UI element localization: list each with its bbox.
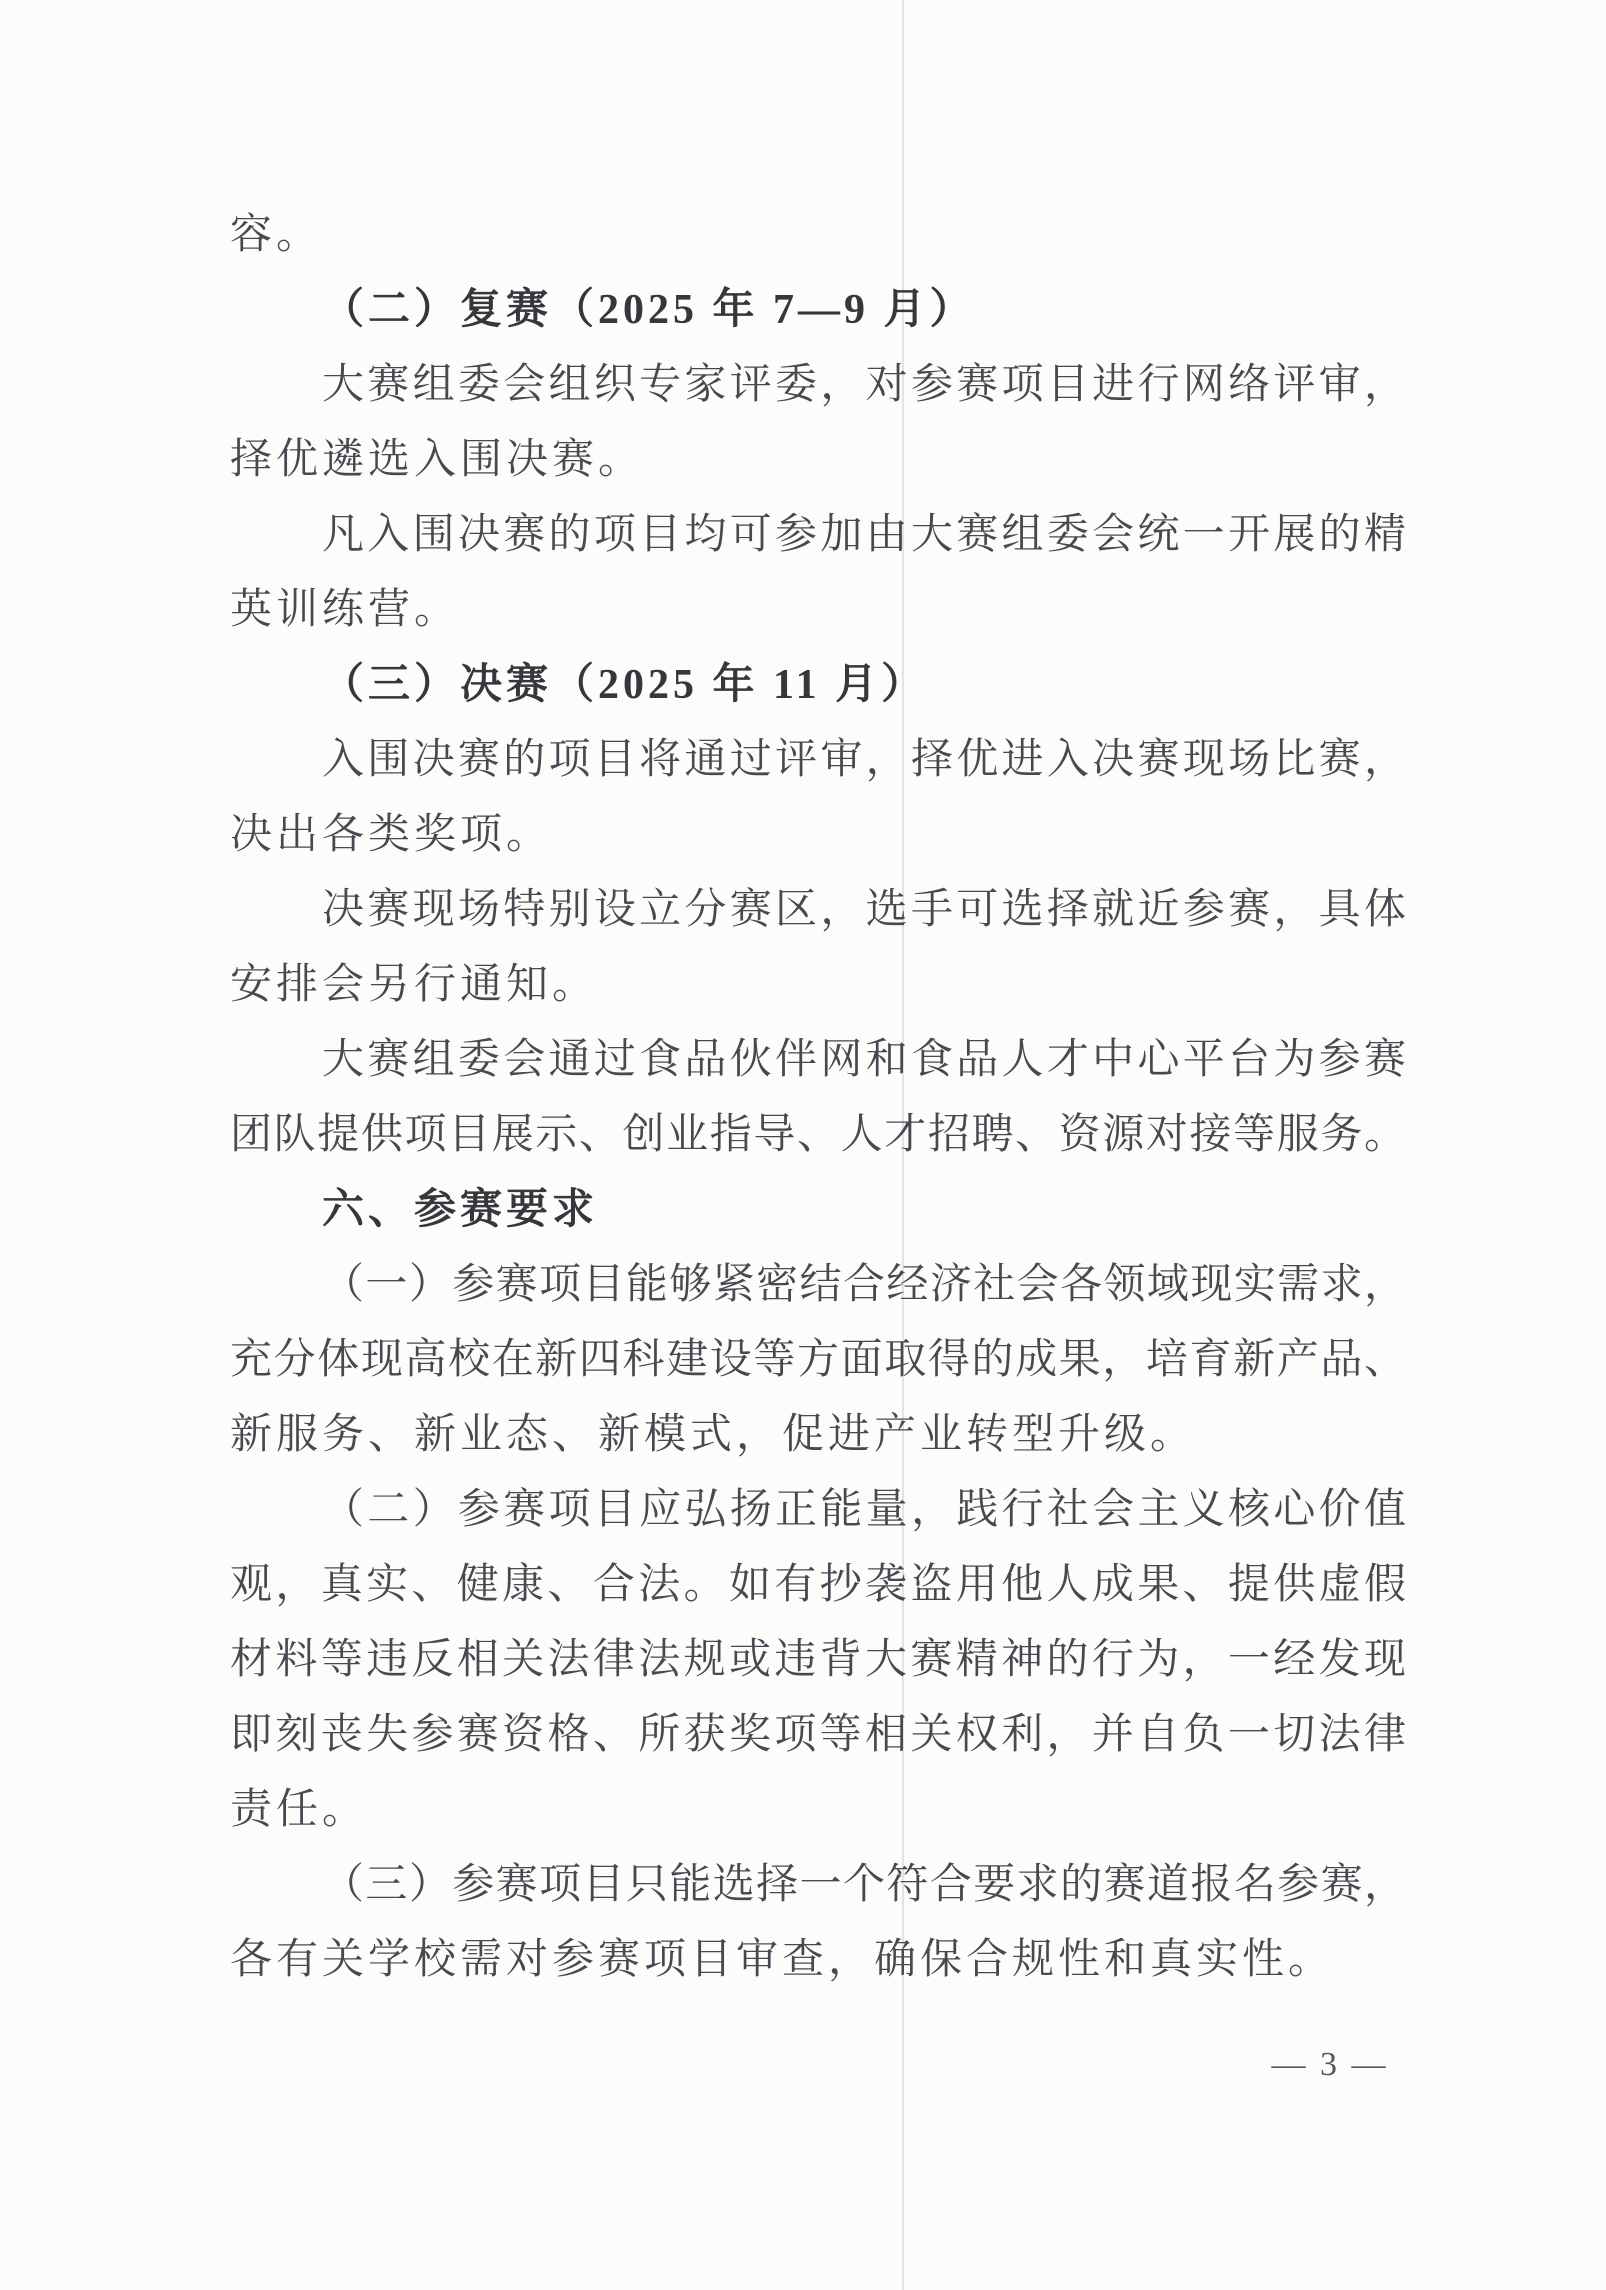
page-number: — 3 — bbox=[1271, 2046, 1389, 2083]
text-line: 决出各类奖项。 bbox=[230, 812, 553, 858]
text-line: 英训练营。 bbox=[230, 587, 461, 633]
text-line: 大赛组委会通过食品伙伴网和食品人才中心平台为参赛 bbox=[322, 1037, 1406, 1083]
text-line: （二）参赛项目应弘扬正能量，践行社会主义核心价值 bbox=[322, 1487, 1406, 1533]
text-line: 各有关学校需对参赛项目审查，确保合规性和真实性。 bbox=[230, 1937, 1335, 1983]
text-line: 大赛组委会组织专家评委，对参赛项目进行网络评审， bbox=[322, 362, 1406, 408]
section-heading: （三）决赛（2025 年 11 月） bbox=[322, 662, 928, 708]
text-line: 容。 bbox=[230, 212, 323, 258]
text-line: 材料等违反相关法律法规或违背大赛精神的行为，一经发现 bbox=[230, 1637, 1406, 1683]
text-line: 择优遴选入围决赛。 bbox=[230, 437, 645, 483]
text-line: 安排会另行通知。 bbox=[230, 962, 599, 1008]
section-heading: 六、参赛要求 bbox=[322, 1187, 599, 1233]
section-heading: （二）复赛（2025 年 7—9 月） bbox=[322, 287, 976, 333]
text-block bbox=[230, 198, 1406, 1998]
text-line: （三）参赛项目只能选择一个符合要求的赛道报名参赛， bbox=[322, 1862, 1406, 1908]
text-line: 新服务、新业态、新模式，促进产业转型升级。 bbox=[230, 1412, 1197, 1458]
text-line: 凡入围决赛的项目均可参加由大赛组委会统一开展的精 bbox=[322, 512, 1406, 558]
text-line: 决赛现场特别设立分赛区，选手可选择就近参赛，具体 bbox=[322, 887, 1406, 933]
text-line: 责任。 bbox=[230, 1787, 369, 1833]
text-line: 即刻丧失参赛资格、所获奖项等相关权利，并自负一切法律 bbox=[230, 1712, 1406, 1758]
text-line: （一）参赛项目能够紧密结合经济社会各领域现实需求， bbox=[322, 1262, 1406, 1308]
text-line: 观，真实、健康、合法。如有抄袭盗用他人成果、提供虚假 bbox=[230, 1562, 1406, 1608]
text-line: 入围决赛的项目将通过评审，择优进入决赛现场比赛， bbox=[322, 737, 1406, 783]
text-line: 充分体现高校在新四科建设等方面取得的成果，培育新产品、 bbox=[230, 1337, 1406, 1383]
text-line: 团队提供项目展示、创业指导、人才招聘、资源对接等服务。 bbox=[230, 1112, 1406, 1158]
